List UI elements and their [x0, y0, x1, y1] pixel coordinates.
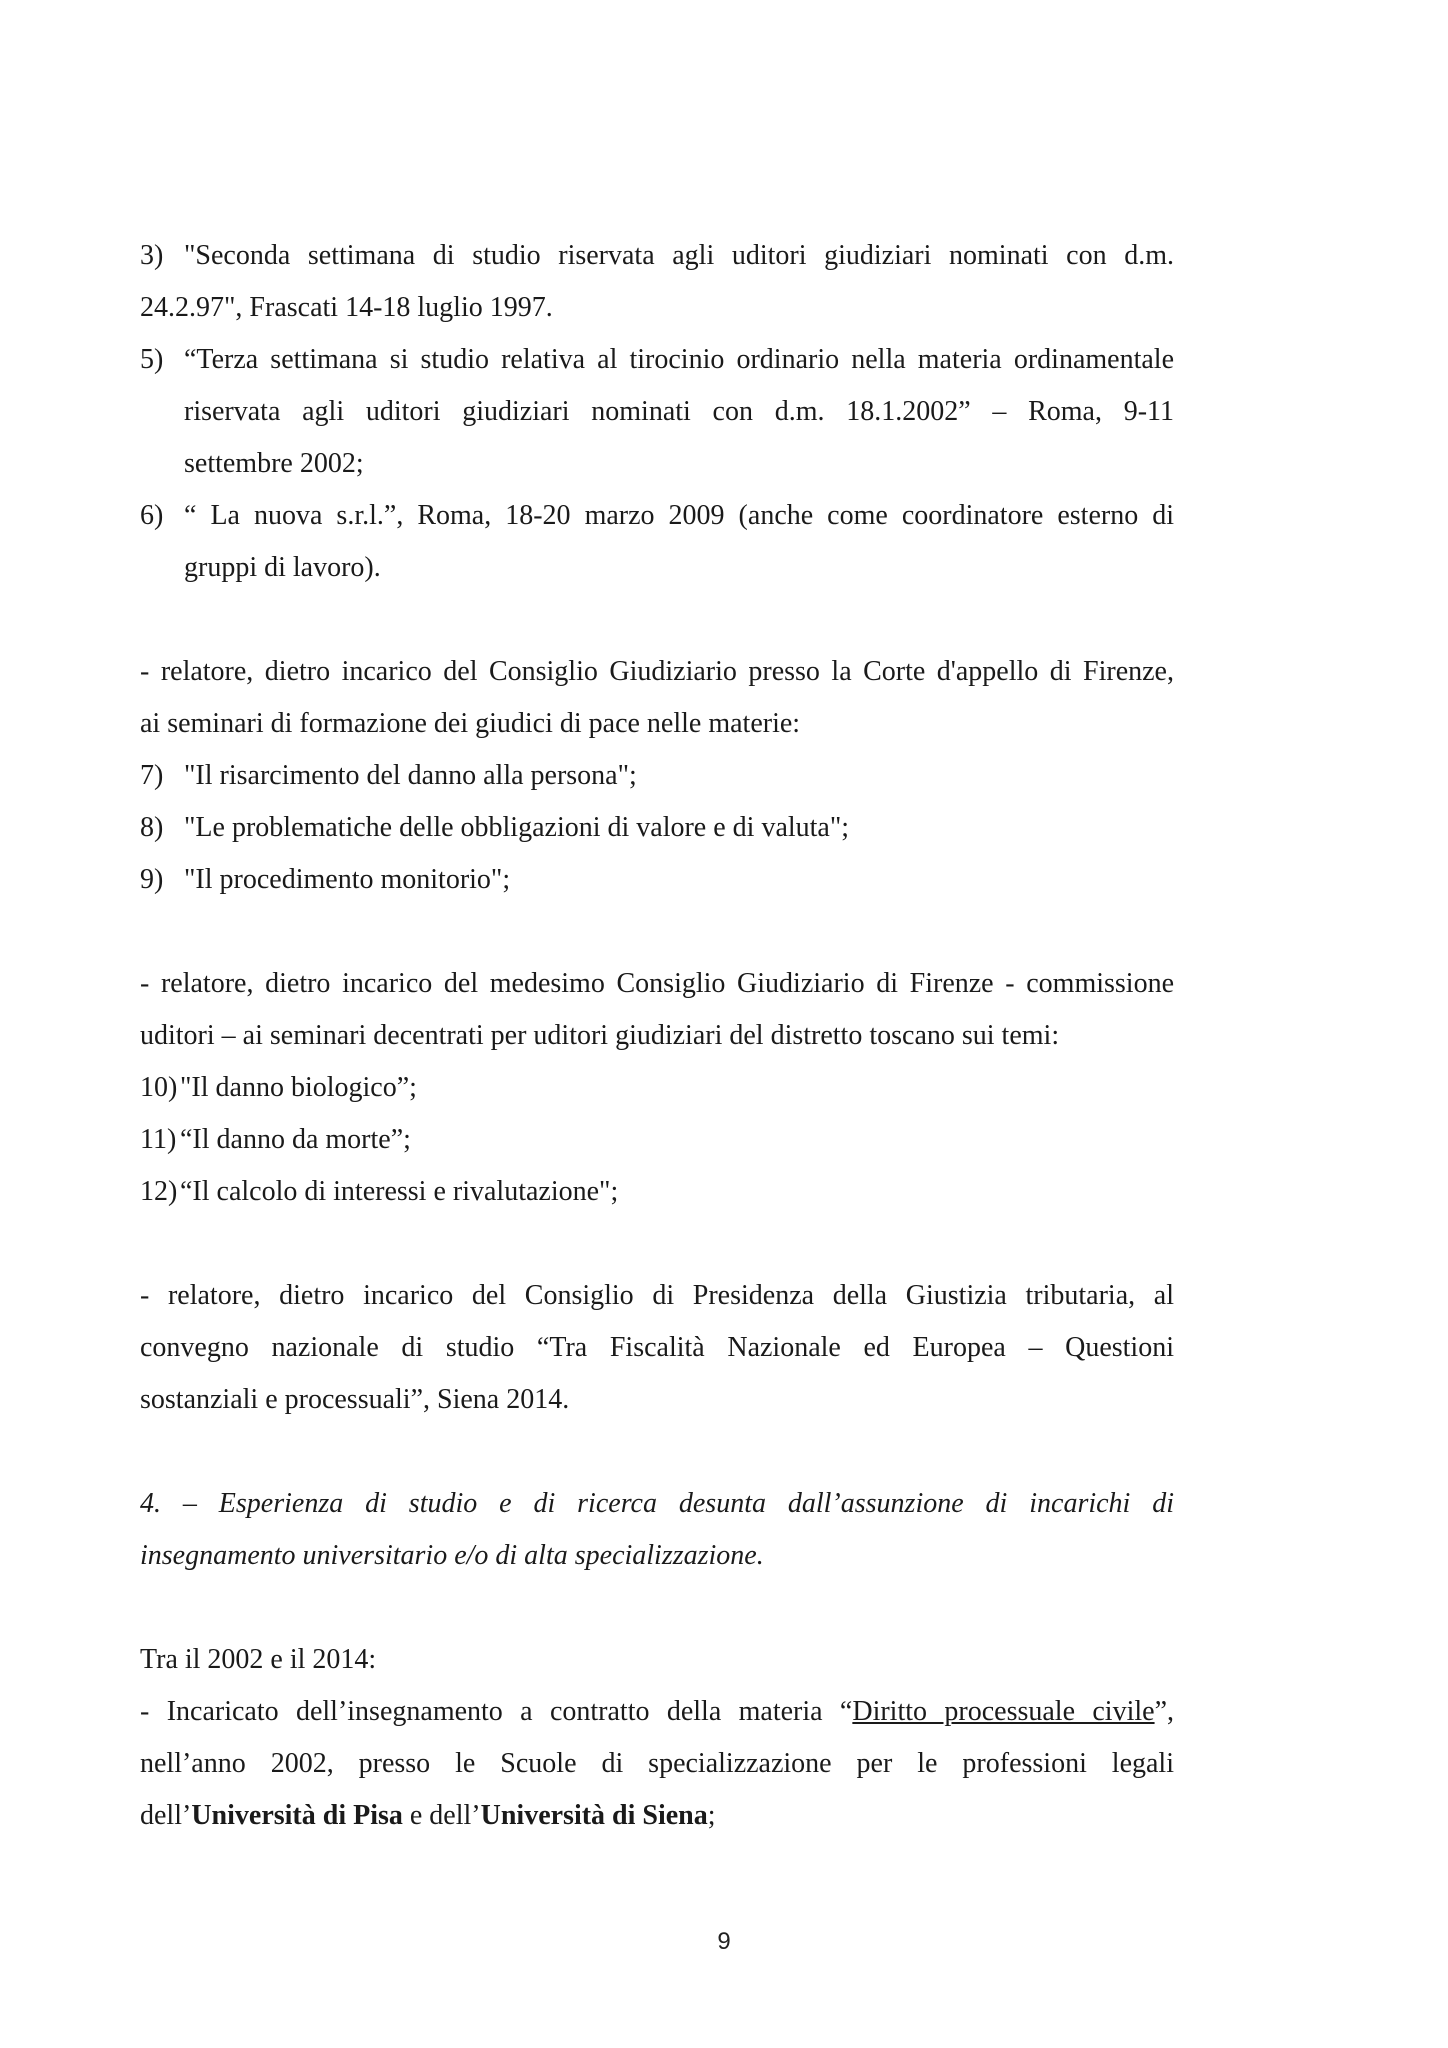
item-number: 7) — [140, 760, 164, 791]
item-text-line: "Il procedimento monitorio"; — [184, 864, 511, 895]
university-name: Università di Pisa — [191, 1800, 403, 1831]
item-text-line: "Seconda settimana di studio riservata agli uditori giudiziari nominati con d.m. — [184, 240, 1174, 271]
list-item-8 — [140, 802, 1174, 854]
text-run: ”, — [1154, 1696, 1174, 1727]
spacer — [140, 594, 1174, 646]
item-number: 8) — [140, 812, 164, 843]
list-item-11 — [140, 1114, 1174, 1166]
item-text-line: “ La nuova s.r.l.”, Roma, 18-20 marzo 2009 (anche come coordinatore esterno di — [184, 500, 1174, 531]
item-text-line: settembre 2002; — [184, 448, 364, 479]
item-text-line: "Le problematiche delle obbligazioni di valore e di valuta"; — [184, 812, 850, 843]
paragraph-line — [140, 1686, 1174, 1738]
item-text-line: “Il danno da morte”; — [180, 1124, 411, 1155]
item-text-line: “Il calcolo di interessi e rivalutazione"; — [180, 1176, 619, 1207]
paragraph-line — [140, 1790, 1174, 1842]
heading-line: 4. – Esperienza di studio e di ricerca desunta dall’assunzione di incarichi di — [140, 1488, 1174, 1519]
section-heading-4 — [140, 1478, 1174, 1582]
text-run: ; — [707, 1800, 716, 1831]
text-run: - Incaricato dell’insegnamento a contratto della materia “ — [140, 1696, 853, 1727]
item-text-line: gruppi di lavoro). — [184, 552, 381, 583]
paragraph-relatore-uditori — [140, 958, 1174, 1218]
spacer — [140, 906, 1174, 958]
paragraph-line: - relatore, dietro incarico del Consiglio di Presidenza della Giustizia tributaria, al — [140, 1280, 1174, 1311]
paragraph-line: uditori – ai seminari decentrati per uditori giudiziari del distretto toscano sui temi: — [140, 1020, 1060, 1051]
list-item-3 — [140, 230, 1174, 282]
item-number: 10) — [140, 1072, 178, 1103]
item-text-line: “Terza settimana si studio relativa al tirocinio ordinario nella materia ordinamentale — [184, 344, 1174, 375]
list-item-5 — [140, 334, 1174, 490]
heading-line: insegnamento universitario e/o di alta specializzazione. — [140, 1540, 764, 1571]
list-item-9 — [140, 854, 1174, 906]
paragraph-line: sostanziali e processuali”, Siena 2014. — [140, 1384, 570, 1415]
page-number: 9 — [717, 1928, 731, 1955]
paragraph-line: Tra il 2002 e il 2014: — [140, 1644, 377, 1675]
item-number: 9) — [140, 864, 164, 895]
paragraph-insegnamento — [140, 1634, 1174, 1842]
spacer — [140, 1582, 1174, 1634]
item-number: 3) — [140, 240, 164, 271]
item-text-line: 24.2.97", Frascati 14-18 luglio 1997. — [140, 292, 553, 323]
item-text-line: "Il risarcimento del danno alla persona"; — [184, 760, 637, 791]
paragraph-line: nell’anno 2002, presso le Scuole di specializzazione per le professioni legali — [140, 1748, 1174, 1779]
paragraph-line: - relatore, dietro incarico del Consiglio Giudiziario presso la Corte d'appello di Firenze, — [140, 656, 1174, 687]
paragraph-relatore-firenze — [140, 646, 1174, 906]
text-run: e dell’ — [402, 1800, 481, 1831]
list-item-6 — [140, 490, 1174, 594]
list-item-12 — [140, 1166, 1174, 1218]
item-number: 12) — [140, 1176, 178, 1207]
spacer — [140, 1218, 1174, 1270]
item-text-line: "Il danno biologico”; — [180, 1072, 417, 1103]
text-run: dell’ — [140, 1800, 192, 1831]
paragraph-relatore-tributaria — [140, 1270, 1174, 1426]
item-number: 6) — [140, 500, 164, 531]
list-item-7 — [140, 750, 1174, 802]
paragraph-line: - relatore, dietro incarico del medesimo Consiglio Giudiziario di Firenze - commissione — [140, 968, 1174, 999]
list-item-10 — [140, 1062, 1174, 1114]
page-content — [140, 230, 1174, 1842]
item-text-line: riservata agli uditori giudiziari nominati con d.m. 18.1.2002” – Roma, 9-11 — [184, 396, 1174, 427]
item-number: 11) — [140, 1124, 177, 1155]
paragraph-line: convegno nazionale di studio “Tra Fiscalità Nazionale ed Europea – Questioni — [140, 1332, 1174, 1363]
spacer — [140, 1426, 1174, 1478]
university-name: Università di Siena — [480, 1800, 708, 1831]
item-number: 5) — [140, 344, 164, 375]
course-link: Diritto processuale civile — [852, 1696, 1155, 1727]
paragraph-line: ai seminari di formazione dei giudici di pace nelle materie: — [140, 708, 801, 739]
